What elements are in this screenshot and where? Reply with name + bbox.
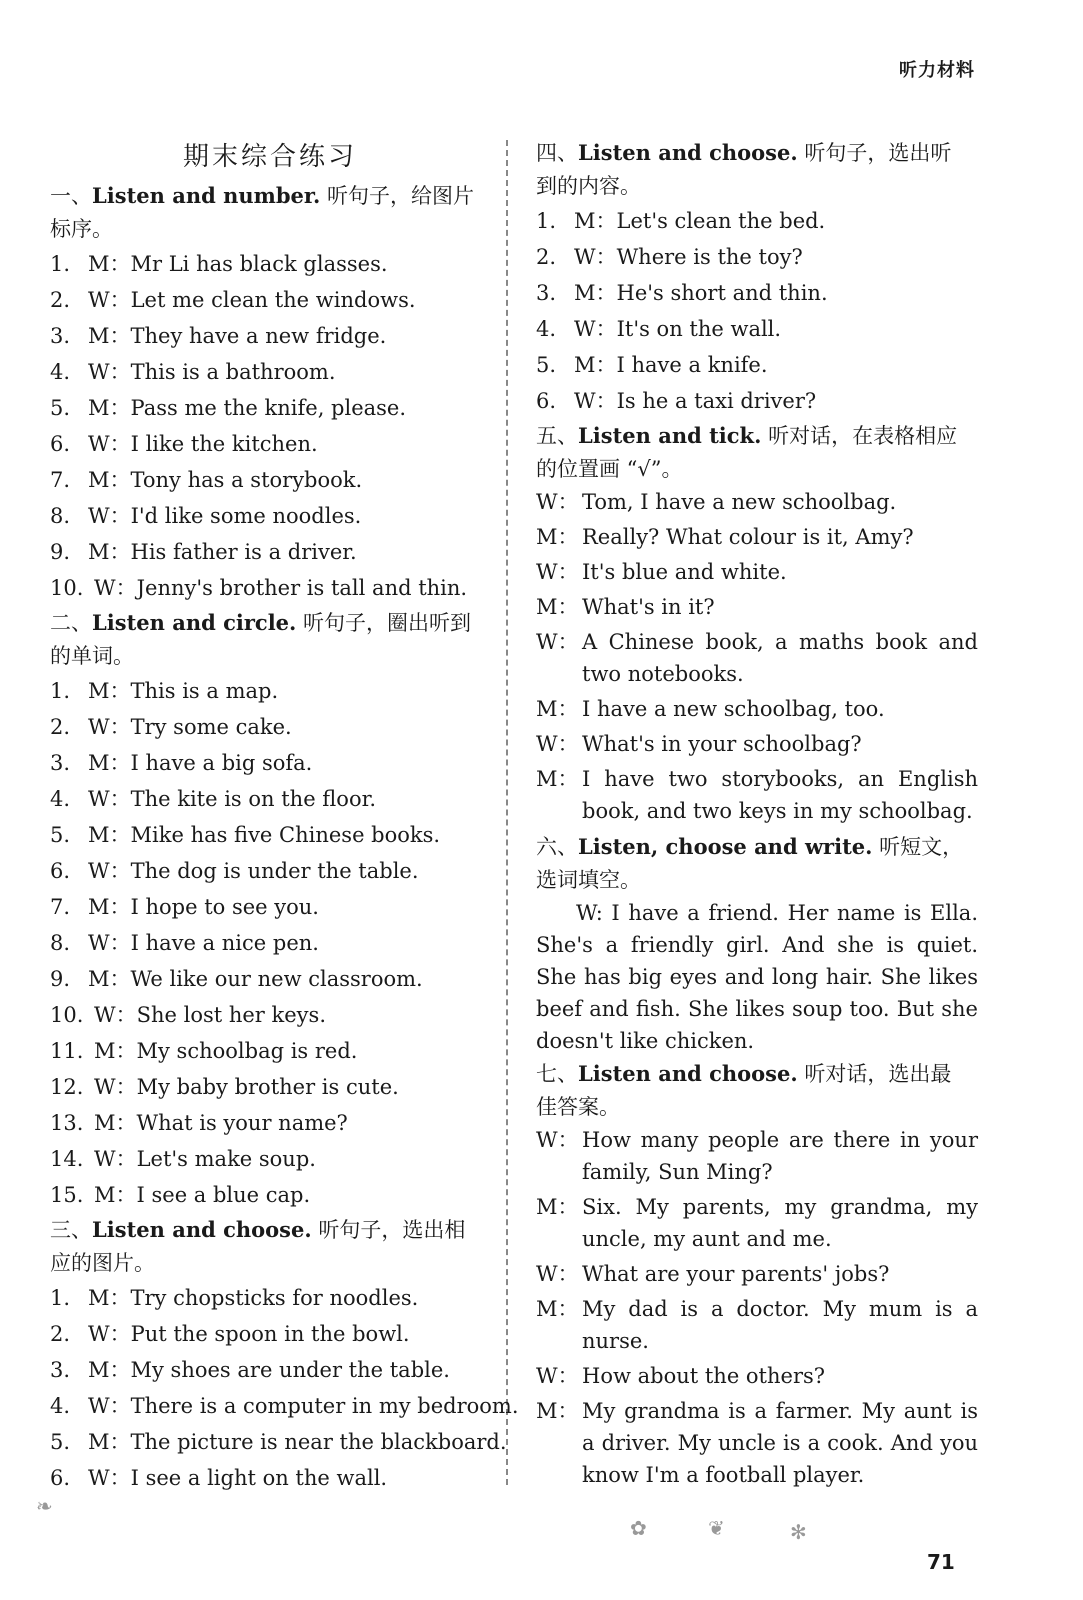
- section-5-heading: 五、Listen and tick. 听对话，在表格相应 的位置画 “√”。: [536, 423, 958, 481]
- list-item: 6. W：I like the kitchen.: [50, 432, 318, 456]
- star-ornament-icon: ✻: [790, 1520, 807, 1544]
- list-item: 3. M：My shoes are under the table.: [50, 1358, 450, 1382]
- list-item: 4. W：This is a bathroom.: [50, 360, 336, 384]
- list-item: 3. M：He's short and thin.: [536, 281, 828, 305]
- dialog-line: W： Tom, I have a new schoolbag.: [536, 490, 897, 514]
- dialog-line: M： My dad is a doctor. My mum is a nurse.: [536, 1297, 978, 1353]
- list-item: 1. M：Try chopsticks for noodles.: [50, 1286, 419, 1310]
- section-6-heading: 六、Listen, choose and write. 听短文， 选词填空。: [536, 834, 964, 892]
- list-item: 2. W：Put the spoon in the bowl.: [50, 1322, 410, 1346]
- section-2-list: [50, 673, 490, 1213]
- list-item: 1. M：Mr Li has black glasses.: [50, 252, 388, 276]
- list-item: 7. M：Tony has a storybook.: [50, 468, 363, 492]
- dialog-line: M： Six. My parents, my grandma, my uncle, my aunt and me.: [536, 1195, 978, 1251]
- list-item: 5. M：Mike has five Chinese books.: [50, 823, 441, 847]
- list-item: 3. M：I have a big sofa.: [50, 751, 313, 775]
- list-item: 2. W：Let me clean the windows.: [50, 288, 416, 312]
- section-1-list: [50, 246, 490, 606]
- section-7-heading: 七、Listen and choose. 听对话，选出最 佳答案。: [536, 1061, 952, 1119]
- section-2-heading: 二、Listen and circle. 听句子，圈出听到 的单词。: [50, 610, 472, 668]
- list-item: 1. M：This is a map.: [50, 679, 279, 703]
- list-item: 6. W：The dog is under the table.: [50, 859, 419, 883]
- section-3-list: [50, 1280, 519, 1496]
- left-column: [50, 136, 519, 1496]
- section-4-list: [536, 203, 978, 419]
- list-item: 8. W：I have a nice pen.: [50, 931, 319, 955]
- list-item: 2. W：Try some cake.: [50, 715, 292, 739]
- section-3-heading: 三、Listen and choose. 听句子，选出相 应的图片。: [50, 1217, 466, 1275]
- column-divider: [506, 140, 508, 1485]
- list-item: 2. W：Where is the toy?: [536, 245, 803, 269]
- list-item: 4. W：It's on the wall.: [536, 317, 782, 341]
- list-item: 8. W：I'd like some noodles.: [50, 504, 362, 528]
- section-5-dialog: [536, 486, 978, 827]
- dialog-line: M： I have two storybooks, an English book, and two keys in my schoolbag.: [536, 767, 978, 823]
- list-item: 9. M：His father is a driver.: [50, 540, 357, 564]
- dialog-line: W： It's blue and white.: [536, 560, 787, 584]
- header-title: 听力材料: [899, 60, 975, 81]
- leaf-ornament-icon: ❦: [708, 1516, 725, 1540]
- dialog-line: M： I have a new schoolbag, too.: [536, 697, 885, 721]
- list-item: 1. M：Let's clean the bed.: [536, 209, 826, 233]
- section-1-heading: 一、Listen and number. 听句子，给图片 标序。: [50, 183, 475, 241]
- dialog-line: M： My grandma is a farmer. My aunt is a driver. My uncle is a cook. And you know I'm a football player.: [536, 1399, 978, 1487]
- list-item: 3. M：They have a new fridge.: [50, 324, 387, 348]
- list-item: 7. M：I hope to see you.: [50, 895, 319, 919]
- right-column: [536, 136, 978, 1494]
- list-item: 15. M：I see a blue cap.: [50, 1183, 311, 1207]
- dialog-line: W： What are your parents' jobs?: [536, 1262, 890, 1286]
- dialog-line: M： Really? What colour is it, Amy?: [536, 525, 914, 549]
- list-item: 10. W：She lost her keys.: [50, 1003, 326, 1027]
- page-title: 期末综合练习: [182, 142, 357, 172]
- list-item: 5. M：Pass me the knife, please.: [50, 396, 407, 420]
- dialog-line: W： How many people are there in your family, Sun Ming?: [536, 1128, 978, 1184]
- dialog-line: W： How about the others?: [536, 1364, 826, 1388]
- section-7-dialog: [536, 1124, 978, 1491]
- list-item: 13. M：What is your name?: [50, 1111, 348, 1135]
- list-item: 6. W：I see a light on the wall.: [50, 1466, 388, 1490]
- leaf-ornament-icon: ✿: [630, 1516, 647, 1540]
- dialog-line: W： What's in your schoolbag?: [536, 732, 862, 756]
- list-item: 9. M：We like our new classroom.: [50, 967, 423, 991]
- section-4-heading: 四、Listen and choose. 听句子，选出听 到的内容。: [536, 140, 952, 198]
- dialog-line: W： A Chinese book, a maths book and two notebooks.: [536, 630, 978, 686]
- list-item: 12. W：My baby brother is cute.: [50, 1075, 399, 1099]
- list-item: 4. W：There is a computer in my bedroom.: [50, 1394, 519, 1418]
- list-item: 5. M：The picture is near the blackboard.: [50, 1430, 507, 1454]
- list-item: 10. W：Jenny's brother is tall and thin.: [50, 576, 468, 600]
- leaf-ornament-icon: ❧: [36, 1494, 53, 1518]
- section-6-passage: W: I have a friend. Her name is Ella. She's a friendly girl. And she is quiet. She has big eyes and long hair. She likes beef and fish. She likes soup too. But she doesn't like chicken.: [536, 901, 978, 1053]
- list-item: 6. W：Is he a taxi driver?: [536, 389, 817, 413]
- list-item: 14. W：Let's make soup.: [50, 1147, 316, 1171]
- dialog-line: M： What's in it?: [536, 595, 715, 619]
- list-item: 5. M：I have a knife.: [536, 353, 768, 377]
- list-item: 11. M：My schoolbag is red.: [50, 1039, 358, 1063]
- page-number: 71: [927, 1550, 955, 1574]
- list-item: 4. W：The kite is on the floor.: [50, 787, 376, 811]
